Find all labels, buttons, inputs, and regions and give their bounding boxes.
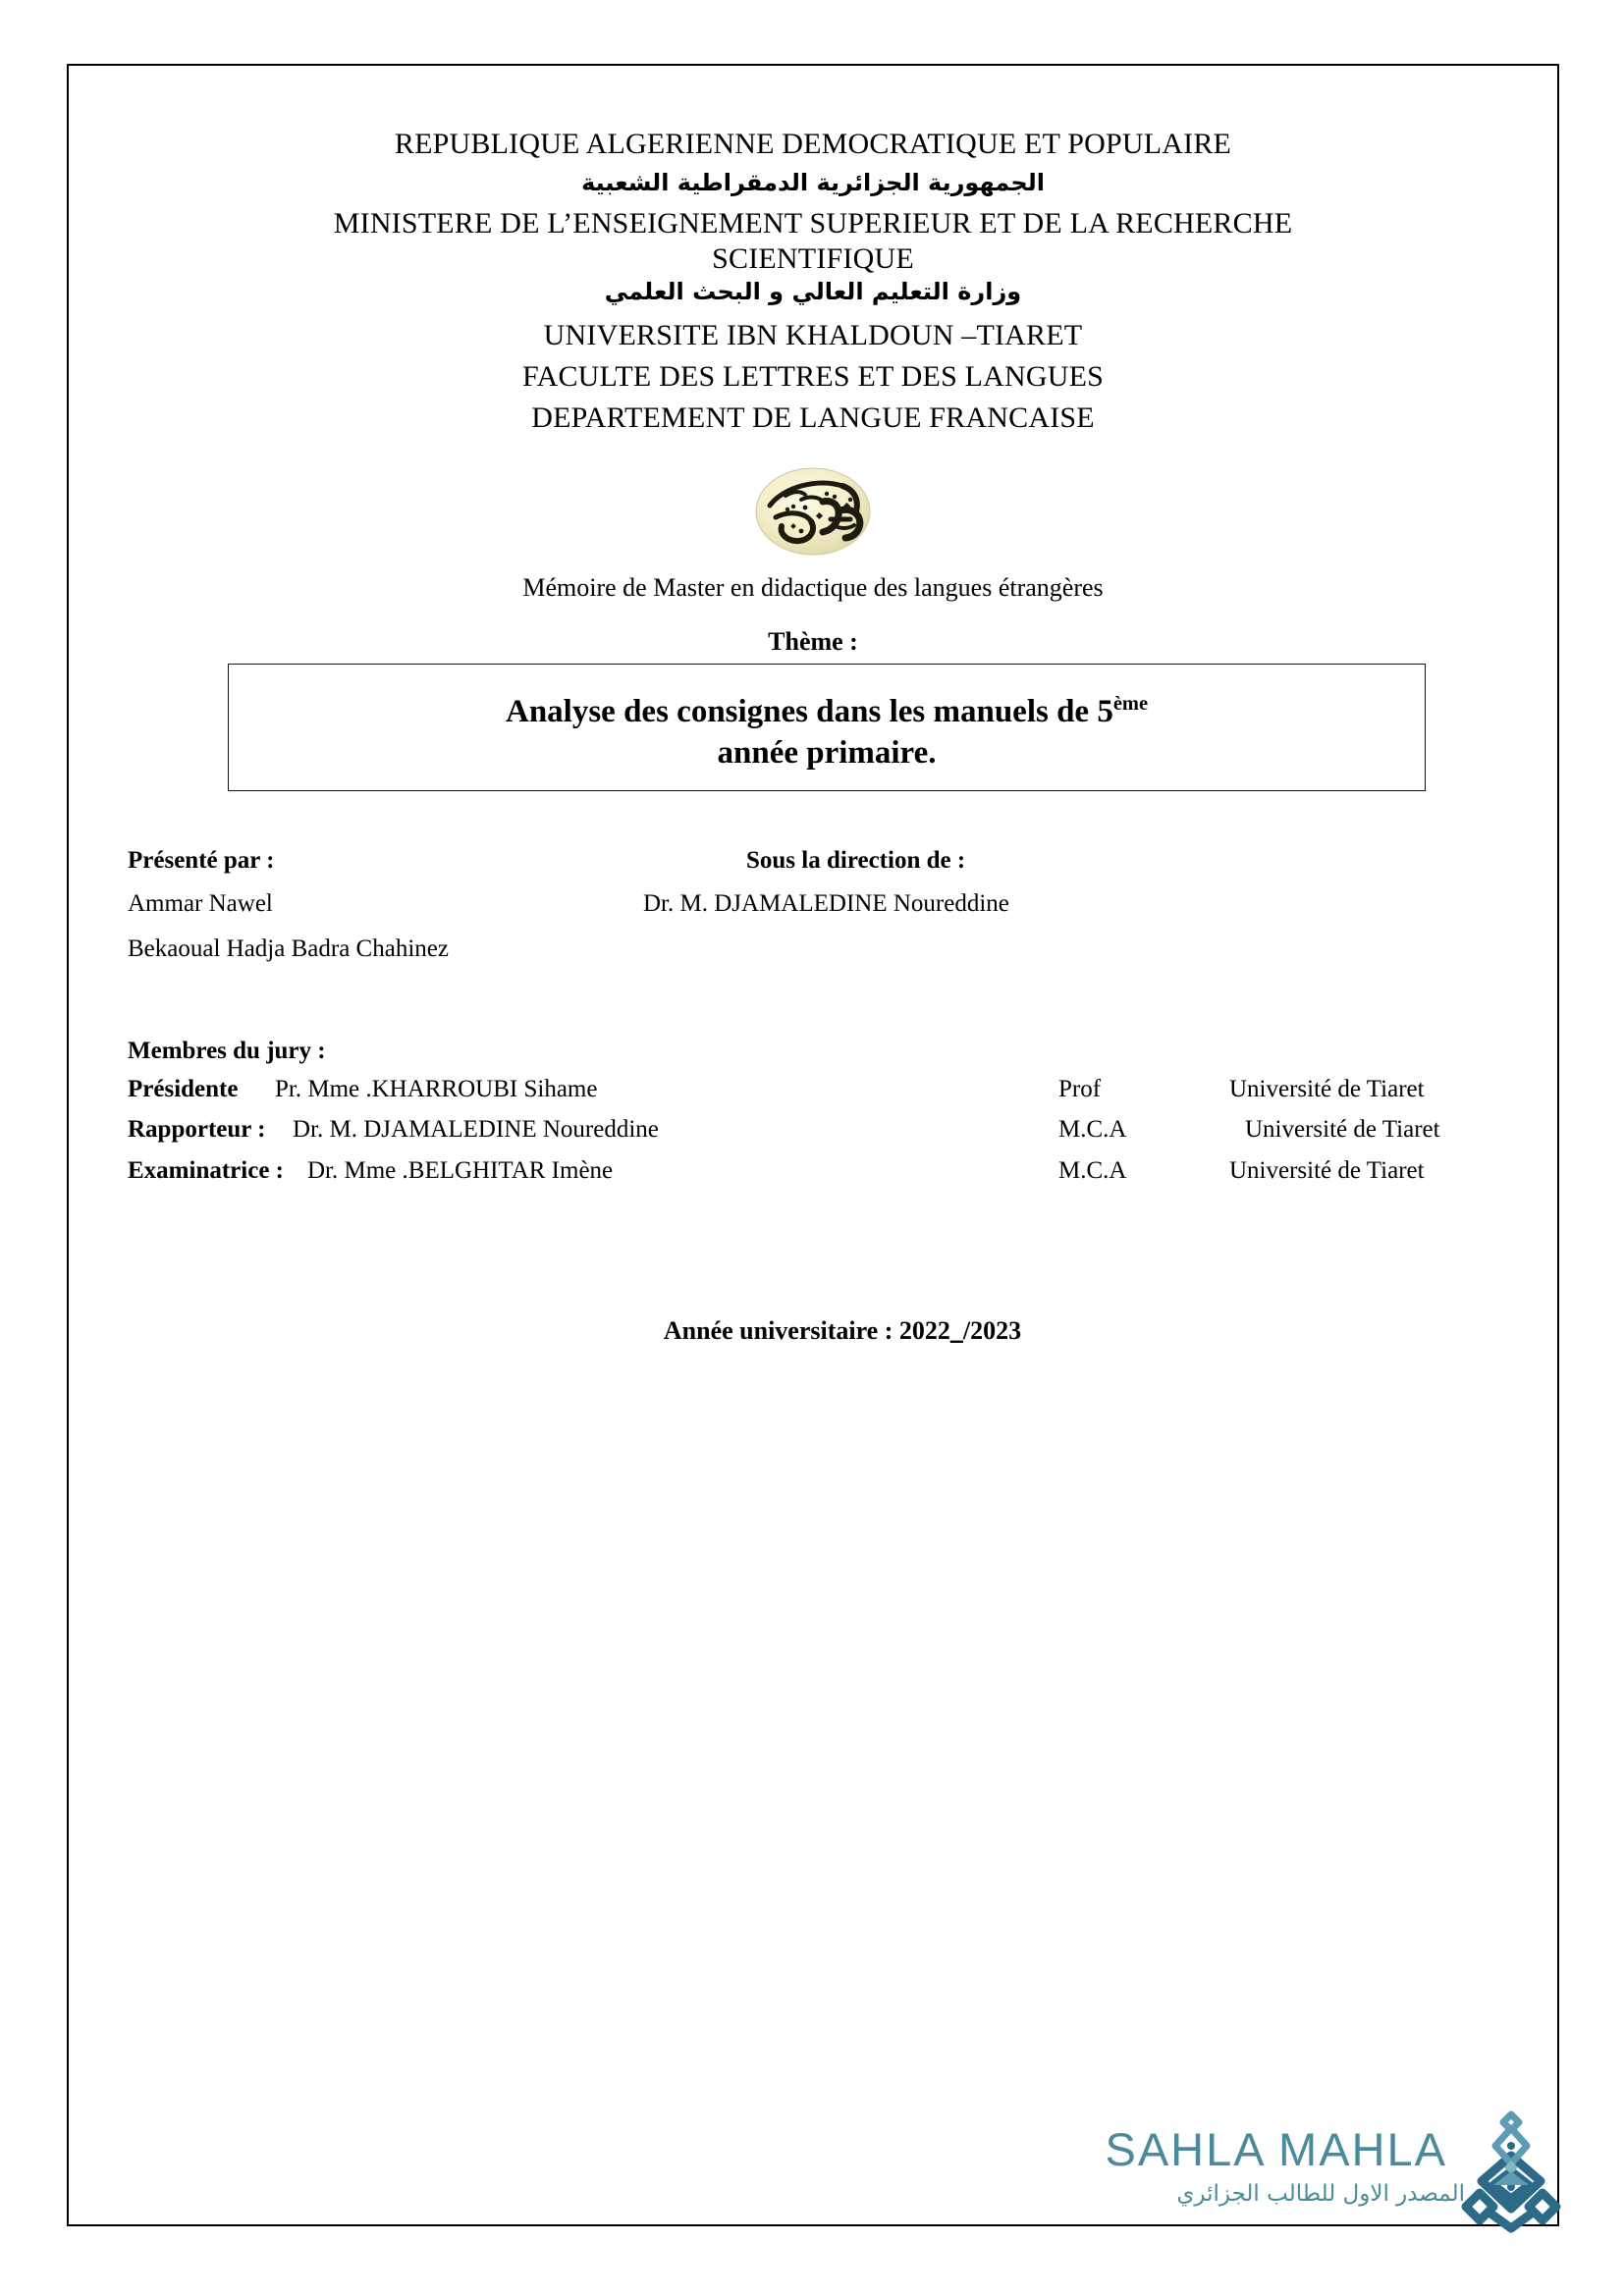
jury-role-0: Présidente: [128, 1076, 239, 1102]
jury-row: [128, 1076, 1512, 1107]
jury-row: [128, 1116, 1512, 1148]
header-line-ministry-fr-1: MINISTERE DE L’ENSEIGNEMENT SUPERIEUR ET DE LA RECHERCHE: [333, 207, 1293, 240]
jury-role-2: Examinatrice :: [128, 1157, 284, 1184]
jury-row: [128, 1157, 1512, 1189]
student-name-2: Bekaoual Hadja Badra Chahinez: [128, 935, 449, 962]
student-name-1: Ammar Nawel: [128, 890, 273, 917]
header-republic-fr: [69, 128, 1557, 161]
header-line-faculty: FACULTE DES LETTRES ET DES LANGUES: [521, 360, 1105, 393]
header-faculty: [69, 360, 1557, 394]
jury-name-0: Pr. Mme .KHARROUBI Sihame: [275, 1076, 598, 1102]
title-page-content: [69, 66, 1557, 2224]
jury-grade-2: M.C.A: [1058, 1157, 1127, 1184]
header-republic-ar: الجمهورية الجزائرية الدمقراطية الشعبية: [581, 169, 1045, 196]
diamond-lattice-ornament-icon: [1450, 2110, 1573, 2238]
jury-university-0: Université de Tiaret: [1229, 1076, 1425, 1102]
header-ministry-fr: [69, 207, 1557, 275]
sahla-mahla-watermark: [1018, 2110, 1607, 2268]
university-logo-container: [69, 456, 1557, 567]
supervisor-label: Sous la direction de :: [746, 847, 966, 874]
jury-name-2: Dr. Mme .BELGHITAR Imène: [307, 1157, 614, 1184]
academic-year-label: Année universitaire : 2022: [663, 1316, 950, 1345]
header-line-republic-fr: REPUBLIQUE ALGERIENNE DEMOCRATIQUE ET POPULAIRE: [394, 128, 1232, 160]
degree-subtitle: Mémoire de Master en didactique des langues étrangères: [522, 573, 1104, 602]
watermark-tagline: المصدر الاول للطالب الجزائري: [1176, 2181, 1465, 2207]
academic-year: [69, 1316, 1557, 1346]
thesis-title: [228, 692, 1426, 774]
jury-role-1: Rapporteur :: [128, 1116, 266, 1143]
academic-year-value: /2023: [962, 1316, 1022, 1345]
jury-university-2: Université de Tiaret: [1229, 1157, 1425, 1184]
presented-by-label: Présenté par :: [128, 847, 275, 874]
ibn-khaldoun-seal-icon: [740, 456, 886, 562]
jury-university-1: Université de Tiaret: [1245, 1116, 1440, 1143]
supervisor-name: Dr. M. DJAMALEDINE Noureddine: [643, 890, 1009, 917]
header-line-university: UNIVERSITE IBN KHALDOUN –TIARET: [543, 319, 1083, 351]
academic-year-separator: _: [949, 1316, 963, 1345]
thesis-title-part2: année primaire.: [717, 734, 937, 771]
header-department: [69, 401, 1557, 435]
thesis-title-ordinal: ème: [1112, 693, 1149, 715]
theme-label: Thème :: [768, 627, 858, 656]
jury-grade-1: M.C.A: [1058, 1116, 1127, 1143]
header-ministry-ar: وزارة التعليم العالي و البحث العلمي: [604, 278, 1022, 305]
watermark-brand: SAHLA MAHLA: [1105, 2123, 1447, 2175]
header-line-ministry-fr-2: SCIENTIFIQUE: [712, 241, 914, 275]
jury-name-1: Dr. M. DJAMALEDINE Noureddine: [293, 1116, 659, 1143]
thesis-title-part1: Analyse des consignes dans les manuels de 5: [505, 694, 1113, 729]
header-university: [69, 319, 1557, 352]
jury-heading: Membres du jury :: [128, 1038, 326, 1064]
header-line-department: DEPARTEMENT DE LANGUE FRANCAISE: [531, 401, 1095, 434]
jury-grade-0: Prof: [1058, 1076, 1102, 1102]
